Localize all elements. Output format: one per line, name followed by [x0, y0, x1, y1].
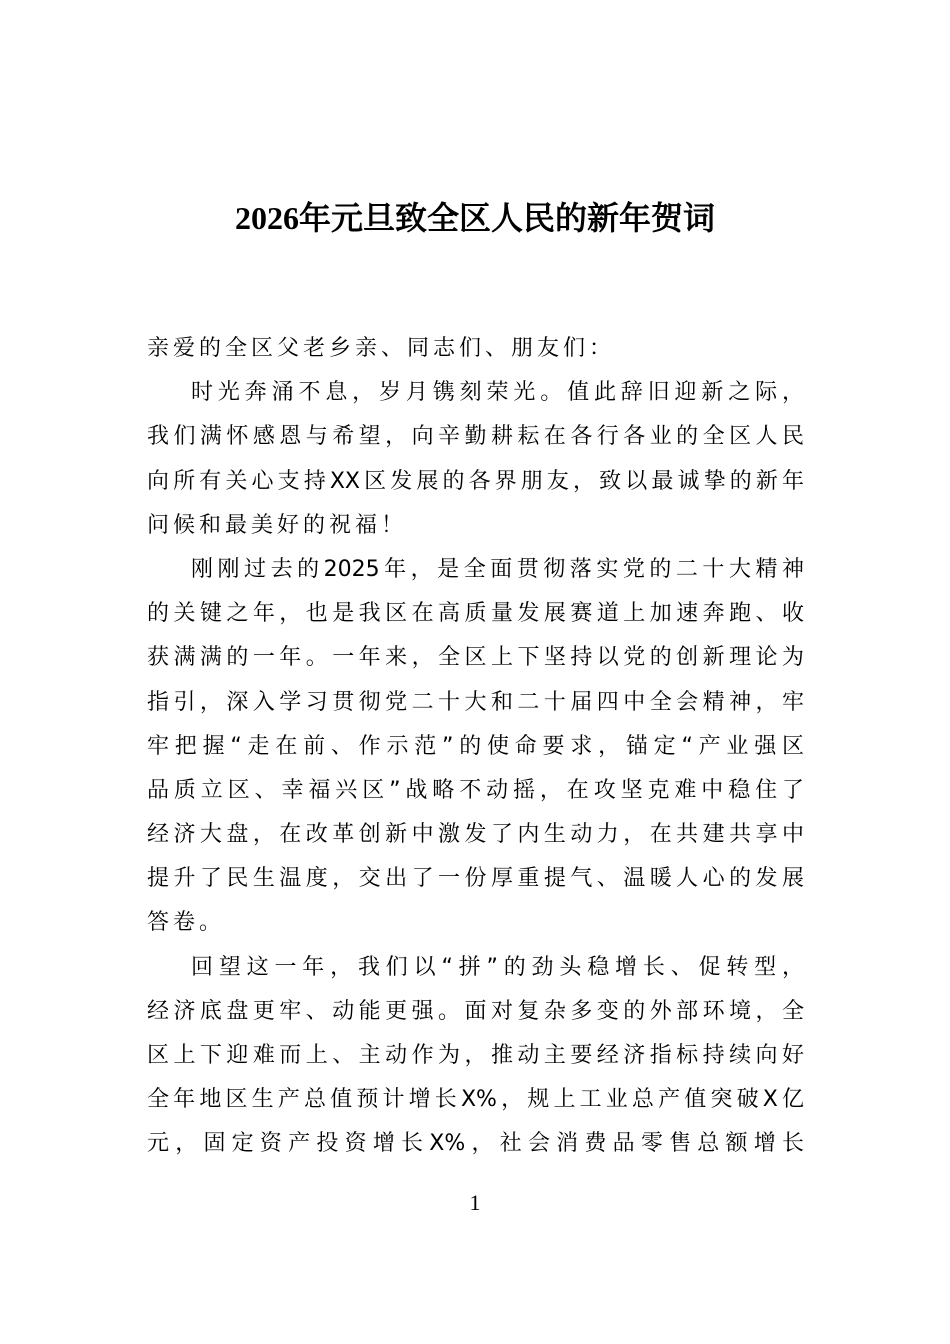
paragraph-2-line-9: 答卷。: [147, 910, 226, 936]
paragraph-3-line-1: 回望这一年，我们以“拼”的劲头稳增长、促转型，: [191, 954, 804, 980]
paragraph-2-line-5: 牢把握“走在前、作示范”的使命要求，锚定“产业强区: [147, 733, 804, 759]
paragraph-2-line-1: 刚刚过去的2025年，是全面贯彻落实党的二十大精神: [191, 556, 804, 582]
paragraph-1-line-4: 问候和最美好的祝福！: [147, 512, 408, 538]
paragraph-3-line-5: 元，固定资产投资增长X%，社会消费品零售总额增长: [147, 1131, 804, 1157]
paragraph-2-line-8: 提升了民生温度，交出了一份厚重提气、温暖人心的发展: [147, 866, 804, 892]
paragraph-2-line-4: 指引，深入学习贯彻党二十大和二十届四中全会精神，牢: [147, 689, 804, 715]
paragraph-3-line-4: 全年地区生产总值预计增长X%，规上工业总产值突破X亿: [147, 1087, 804, 1113]
document-body: [147, 327, 804, 1167]
paragraph-1-line-1: 时光奔涌不息，岁月镌刻荣光。值此辞旧迎新之际，: [191, 380, 804, 406]
document-title: 2026年元旦致全区人民的新年贺词: [234, 200, 715, 236]
paragraph-1-line-3: 向所有关心支持XX区发展的各界朋友，致以最诚挚的新年: [147, 468, 804, 494]
paragraph-2-line-2: 的关键之年，也是我区在高质量发展赛道上加速奔跑、收: [147, 601, 804, 627]
paragraph-3-line-2: 经济底盘更牢、动能更强。面对复杂多变的外部环境，全: [147, 998, 804, 1024]
page-number: 1: [469, 1190, 481, 1215]
salutation: 亲爱的全区父老乡亲、同志们、朋友们：: [147, 336, 616, 361]
paragraph-2-line-3: 获满满的一年。一年来，全区上下坚持以党的创新理论为: [147, 645, 804, 671]
paragraph-1-line-2: 我们满怀感恩与希望，向辛勤耕耘在各行各业的全区人民: [147, 424, 804, 450]
paragraph-2-line-7: 经济大盘，在改革创新中激发了内生动力，在共建共享中: [147, 822, 804, 848]
paragraph-2-line-6: 品质立区、幸福兴区”战略不动摇，在攻坚克难中稳住了: [147, 777, 804, 803]
paragraph-3-line-3: 区上下迎难而上、主动作为，推动主要经济指标持续向好: [147, 1043, 804, 1068]
